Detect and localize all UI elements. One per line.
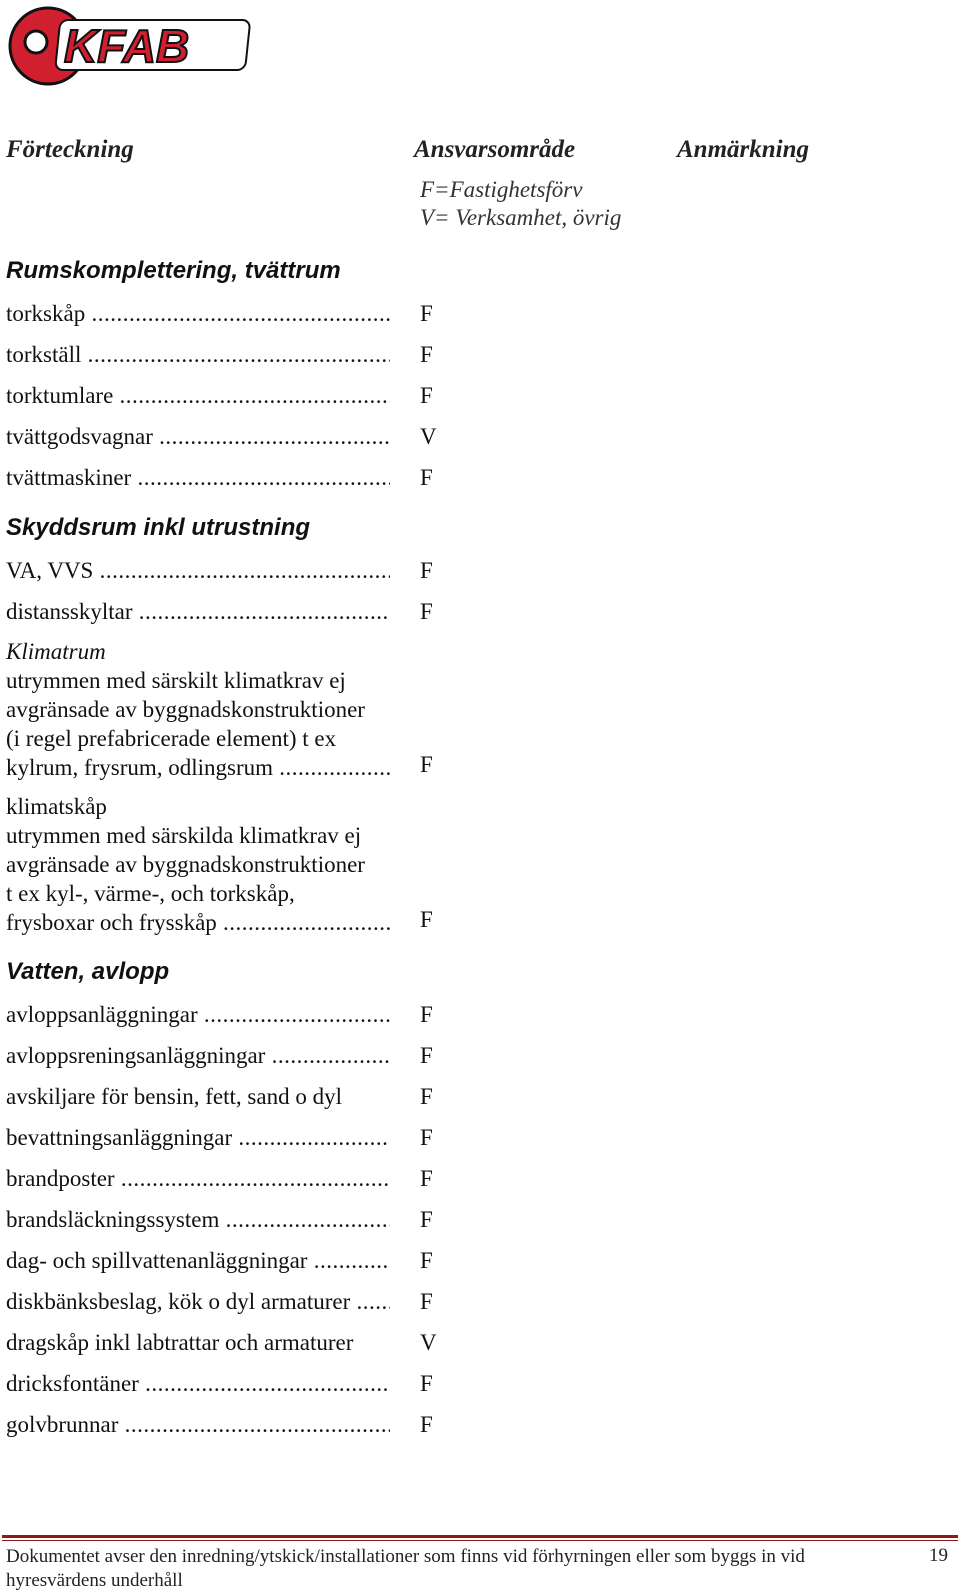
item-code: F <box>420 1371 433 1396</box>
list-item-block <box>6 637 406 782</box>
list-item <box>0 1041 960 1081</box>
list-item <box>0 1287 960 1327</box>
list-item <box>0 1123 960 1163</box>
item-label: dricksfontäner ..... <box>6 1369 390 1398</box>
item-code: F <box>420 1166 433 1191</box>
item-label: brandsläckningssystem ..... <box>6 1205 390 1234</box>
block-line: utrymmen med särskilt klimatkrav ej <box>6 668 346 693</box>
item-code: F <box>420 907 433 932</box>
kfab-logo <box>6 4 256 88</box>
list-item <box>0 597 960 637</box>
block-title: klimatskåp <box>6 794 107 819</box>
item-label: torkskåp ..... <box>6 299 390 328</box>
block-line: avgränsade av byggnadskonstruktioner <box>6 852 365 877</box>
column-header-anmarkning: Anmärkning <box>677 136 810 163</box>
column-header-forteckning: Förteckning <box>6 136 134 163</box>
item-code: F <box>420 301 433 326</box>
item-code: F <box>420 1043 433 1068</box>
item-label: tvättgodsvagnar ..... <box>6 422 390 451</box>
item-code: F <box>420 752 433 777</box>
column-header-ansvarsomrade: Ansvarsområde <box>414 136 576 163</box>
item-code: F <box>420 1084 433 1109</box>
item-label: torktumlare ..... <box>6 381 390 410</box>
footer-rule-thin <box>2 1540 958 1541</box>
item-label: VA, VVS ..... <box>6 556 390 585</box>
block-line: frysboxar och frysskåp ..... <box>6 908 390 937</box>
item-label: tvättmaskiner ..... <box>6 463 390 492</box>
item-code: V <box>420 1330 437 1355</box>
footer-rule <box>2 1535 958 1538</box>
list-item <box>0 381 960 421</box>
section-title: Skyddsrum inkl utrustning <box>6 514 311 541</box>
item-label: distansskyltar ..... <box>6 597 390 626</box>
item-code: V <box>420 424 437 449</box>
list-item <box>0 1246 960 1286</box>
list-item <box>0 1082 960 1122</box>
legend-f: F=Fastighetsförv <box>420 177 583 202</box>
list-item <box>0 556 960 596</box>
item-label: avskiljare för bensin, fett, sand o dyl <box>6 1084 342 1109</box>
item-code: F <box>420 383 433 408</box>
block-line: (i regel prefabricerade element) t ex <box>6 726 337 751</box>
section-title: Rumskomplettering, tvättrum <box>6 257 341 284</box>
list-item <box>0 340 960 380</box>
block-line: utrymmen med särskilda klimatkrav ej <box>6 823 362 848</box>
list-item <box>0 1410 960 1450</box>
item-code: F <box>420 1207 433 1232</box>
block-line: kylrum, frysrum, odlingsrum ..... <box>6 753 390 782</box>
list-item <box>0 1164 960 1204</box>
item-code: F <box>420 1412 433 1437</box>
block-line: avgränsade av byggnadskonstruktioner <box>6 697 365 722</box>
item-label: torkställ ..... <box>6 340 390 369</box>
item-label: avloppsanläggningar ..... <box>6 1000 390 1029</box>
item-label: dragskåp inkl labtrattar och armaturer <box>6 1330 354 1355</box>
item-code: F <box>420 1125 433 1150</box>
list-item <box>0 422 960 462</box>
list-item <box>0 299 960 339</box>
item-code: F <box>420 1289 433 1314</box>
item-code: F <box>420 599 433 624</box>
list-item <box>0 1328 960 1368</box>
item-code: F <box>420 1002 433 1027</box>
list-item <box>0 463 960 503</box>
item-label: avloppsreningsanläggningar ..... <box>6 1041 390 1070</box>
list-item-block <box>6 792 406 937</box>
item-label: diskbänksbeslag, kök o dyl armaturer ..... <box>6 1287 390 1316</box>
item-code: F <box>420 1248 433 1273</box>
list-item <box>0 1000 960 1040</box>
item-code: F <box>420 465 433 490</box>
section-title: Vatten, avlopp <box>6 958 170 985</box>
block-title: Klimatrum <box>6 639 106 664</box>
item-label: brandposter ..... <box>6 1164 390 1193</box>
legend-v: V= Verksamhet, övrig <box>420 205 622 230</box>
item-label: golvbrunnar ..... <box>6 1410 390 1439</box>
page-number: 19 <box>929 1545 948 1566</box>
item-code: F <box>420 558 433 583</box>
item-label: dag- och spillvattenanläggningar ..... <box>6 1246 390 1275</box>
list-item <box>0 1369 960 1409</box>
item-code: F <box>420 342 433 367</box>
block-line: t ex kyl-, värme-, och torkskåp, <box>6 881 295 906</box>
footer-text: Dokumentet avser den inredning/ytskick/installationer som finns vid förhyrningen eller som byggs in vid hyresvärdens underhåll <box>6 1546 805 1591</box>
logo-text: KFAB <box>64 20 190 72</box>
item-label: bevattningsanläggningar ..... <box>6 1123 390 1152</box>
list-item <box>0 1205 960 1245</box>
